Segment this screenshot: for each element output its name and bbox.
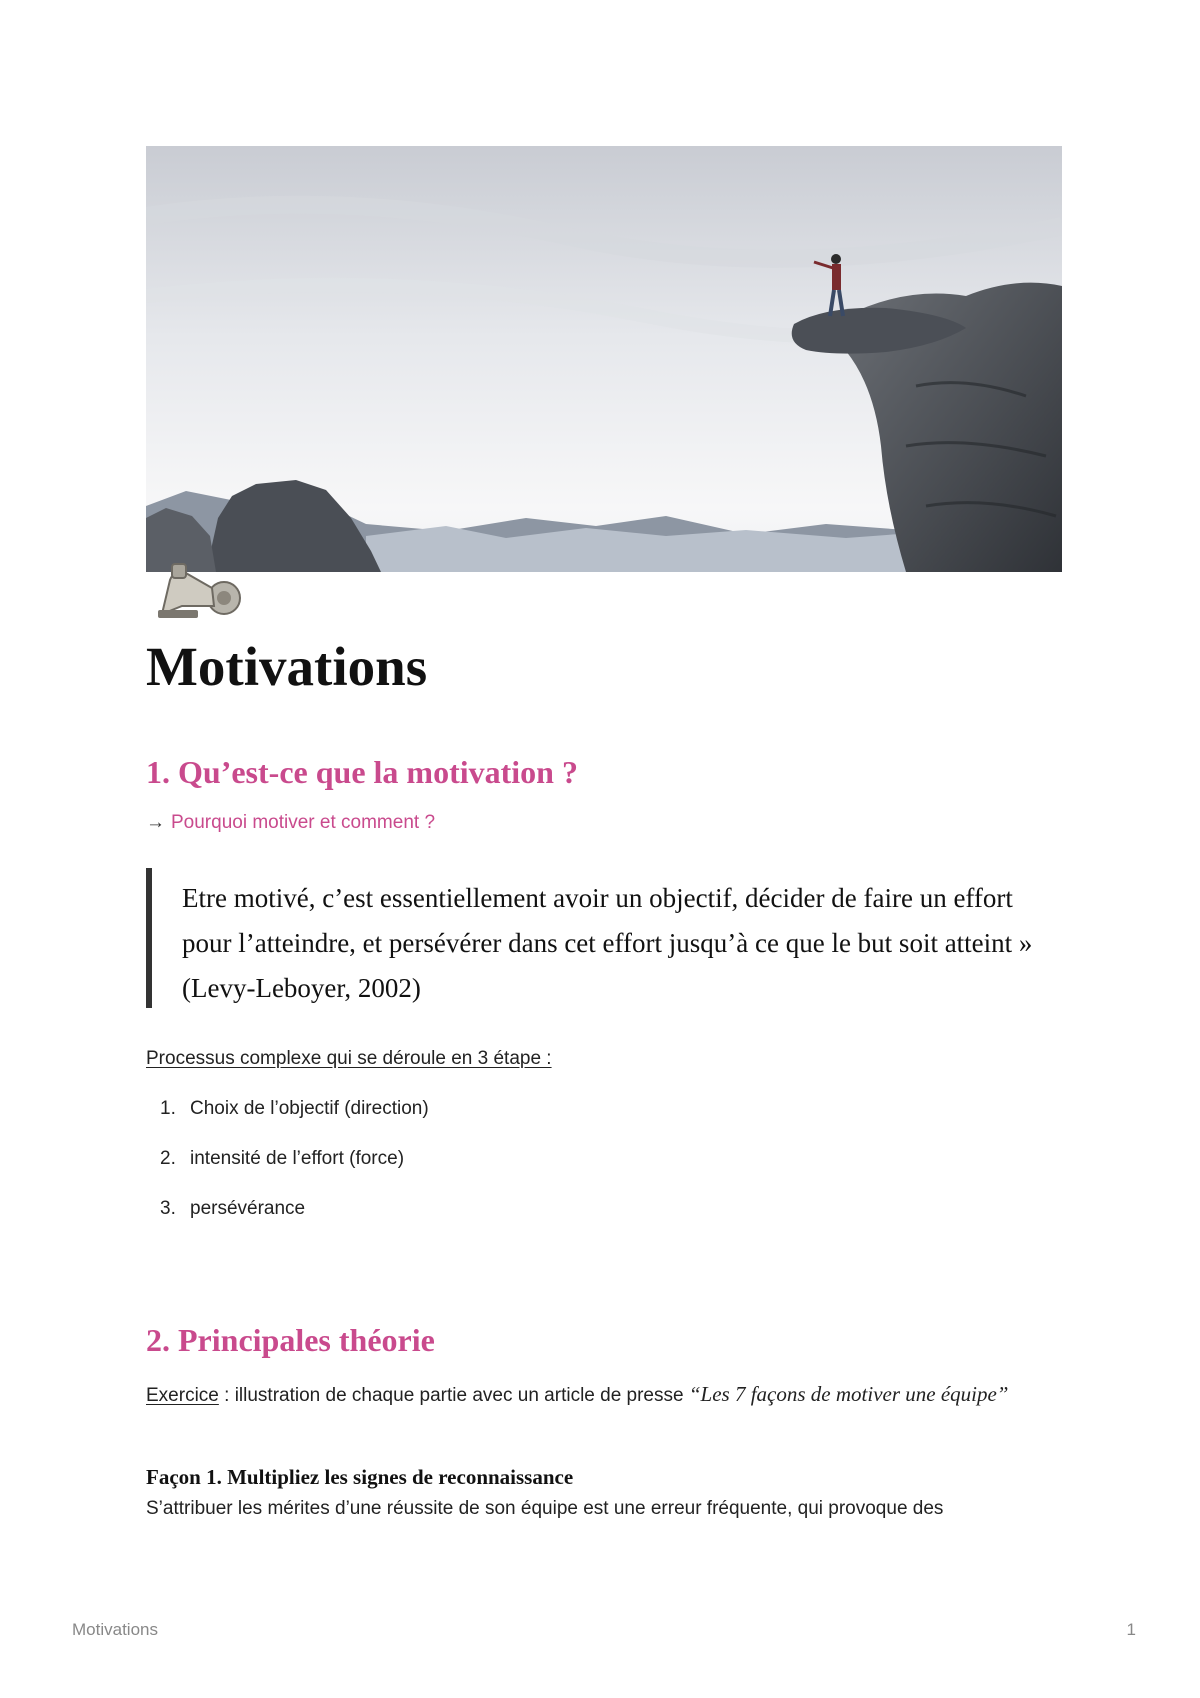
footer-doc-name: Motivations xyxy=(72,1620,158,1639)
arrow-right-icon: → xyxy=(146,812,165,833)
process-label: Processus complexe qui se déroule en 3 étape : xyxy=(146,1048,552,1069)
body-paragraph: S’attribuer les mérites d’une réussite de son équipe est une erreur fréquente, qui provoque des xyxy=(146,1498,944,1519)
subtitle-line xyxy=(146,810,435,836)
footer-page-number: 1 xyxy=(1126,1620,1136,1639)
exercise-paragraph xyxy=(146,1376,1066,1414)
facon-heading: Façon 1. Multipliez les signes de reconnaissance xyxy=(146,1465,574,1489)
quote-text: Etre motivé, c’est essentiellement avoir un objectif, décider de faire un effort pour l’atteindre, et persévérer dans cet effort jusqu’à ce que le but soit atteint » (Levy-Leboyer, 2002) xyxy=(182,883,1033,1003)
section-heading-1: 1. Qu’est-ce que la motivation ? xyxy=(146,754,578,790)
list-item: 3. persévérance xyxy=(160,1198,306,1219)
exercise-article-title: “Les 7 façons de motiver une équipe” xyxy=(688,1382,1009,1406)
mechanical-arm-icon xyxy=(152,558,244,620)
subtitle-text: Pourquoi motiver et comment ? xyxy=(171,812,436,833)
page-title: Motivations xyxy=(146,636,428,697)
cover-image xyxy=(146,146,1062,572)
steps-list xyxy=(160,1096,429,1246)
list-item: 1. Choix de l’objectif (direction) xyxy=(160,1098,429,1119)
mountain-cliff-photo xyxy=(146,146,1062,572)
exercise-text: : illustration de chaque partie avec un article de presse xyxy=(218,1385,689,1406)
exercise-label: Exercice xyxy=(146,1385,219,1406)
section-heading-2: 2. Principales théorie xyxy=(146,1322,435,1358)
list-item: 2. intensité de l’effort (force) xyxy=(160,1148,405,1169)
quote-block xyxy=(146,868,1072,1008)
